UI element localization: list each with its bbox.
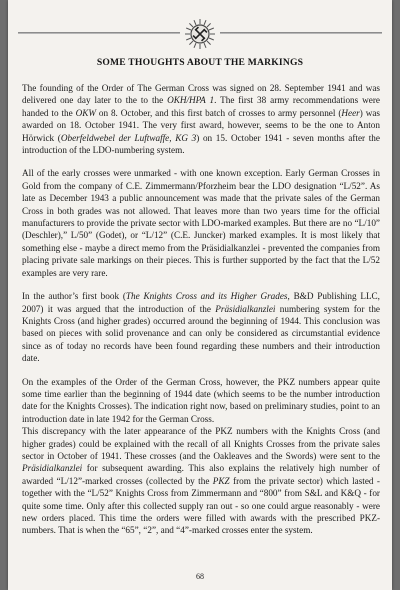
paragraph-first-book: [22, 290, 380, 364]
page-header-ornament: [8, 18, 392, 50]
section-title: SOME THOUGHTS ABOUT THE MARKINGS: [96, 57, 304, 68]
text-run: In the author’s first book (: [22, 291, 126, 302]
left-divider-rule: [18, 32, 180, 34]
page-number: 68: [196, 572, 204, 581]
text-run: for subsequent awarding. This also explains the relatively high number of awarded “L/12”-marked crosses (collected by the: [22, 463, 380, 486]
text-run: from the private sector) which lasted - together with the “L/52” Knights Cross from Zimmermann and “800” from S&L and K&Q - for quite some time. Only after this collected supply ran out - so one could argue reasonably - were new orders placed. This time the orders were filled with awards with the prescribed PKZ-numbers. That is when the “65”, “2”, and “4”-marked crosses enter the system.: [22, 475, 380, 536]
text-run: . The first 38 army recommendations were handed to the: [22, 95, 380, 118]
body-text: [22, 82, 380, 537]
italic-run: OKW: [75, 107, 96, 118]
text-run: , B&D Publishing LLC, 2007) it was argued that the introduction of the: [22, 291, 380, 314]
paragraph-early-crosses: All of the early crosses were unmarked - with one known exception. Early German Crosses in Gold from the company of C.E. Zimmermann/Pforzheim bear the LDO designation “L/52”. As late as December 1943 a public announcement was made that the private sales of the German Cross in both grades was not allowed. That leaves more than two years time for the official manufacturers to provide the private sector with LDO-marked examples. But there are no “L/10” (Deschler),” L/50” (Godet), or “L/12” (C.E. Juncker) marked examples. It is most likely that something else - maybe a direct memo from the Präsidialkanzlei - prevented the companies from placing private sale markings on their pieces. This is further supported by the fact that the L/52 examples are very rare.: [22, 168, 380, 278]
text-run: ) was awarded on 18. October 1941. The very first award, however, seems to be the one to Anton Hörwick (: [22, 107, 381, 143]
swastika-sunburst-emblem-icon: [184, 18, 216, 50]
italic-run: The Knights Cross and its Higher Grades: [125, 291, 288, 302]
text-run: ) on 15. October 1941 - seven months after the introduction of the LDO-numbering system.: [22, 132, 380, 156]
text-run: This discrepancy with the later appearance of the PKZ numbers with the Knights Cross (and higher grades) could be explained with the recall of all Knights Crosses from the private sales sector in October of 1941. These crosses (and the Oakleaves and the Swords) were sent to the: [22, 426, 380, 461]
book-page: [8, 0, 392, 590]
text-run: The founding of the Order of The German Cross was signed on 28. September 1941 and was delivered one day later to the to the: [22, 83, 380, 106]
italic-run: PKZ: [212, 475, 230, 486]
italic-run: Oberfeldwebel der Luftwaffe, KG 3: [60, 132, 197, 143]
paragraph-founding: [22, 82, 380, 156]
text-run: numbering system for the Knights Cross (and higher grades) occurred around the beginning of 1944. This conclusion was based on pieces with solid provenance and can only be considered as circumstantial evidence since as of today no records have been found regarding these numbers and their introduction date.: [22, 303, 380, 364]
italic-run: Präsidialkanzlei: [22, 463, 83, 474]
italic-run: OKH/HPA 1: [167, 95, 215, 106]
paragraph-pkz-numbers: On the examples of the Order of the German Cross, however, the PKZ numbers appear quite some time earlier than the beginning of 1944 date (which seems to be the number introduction date for the Knights Crosses). The indication right now, based on preliminary studies, point to an introduction date in late 1942 for the German Cross.: [22, 376, 380, 424]
right-divider-rule: [220, 32, 382, 34]
paragraph-discrepancy: [22, 425, 380, 537]
text-run: on 8. October, and this first batch of crosses to army personnel (: [96, 107, 342, 118]
italic-run: Präsidialkanzlei: [215, 303, 276, 314]
italic-run: Heer: [341, 107, 360, 118]
